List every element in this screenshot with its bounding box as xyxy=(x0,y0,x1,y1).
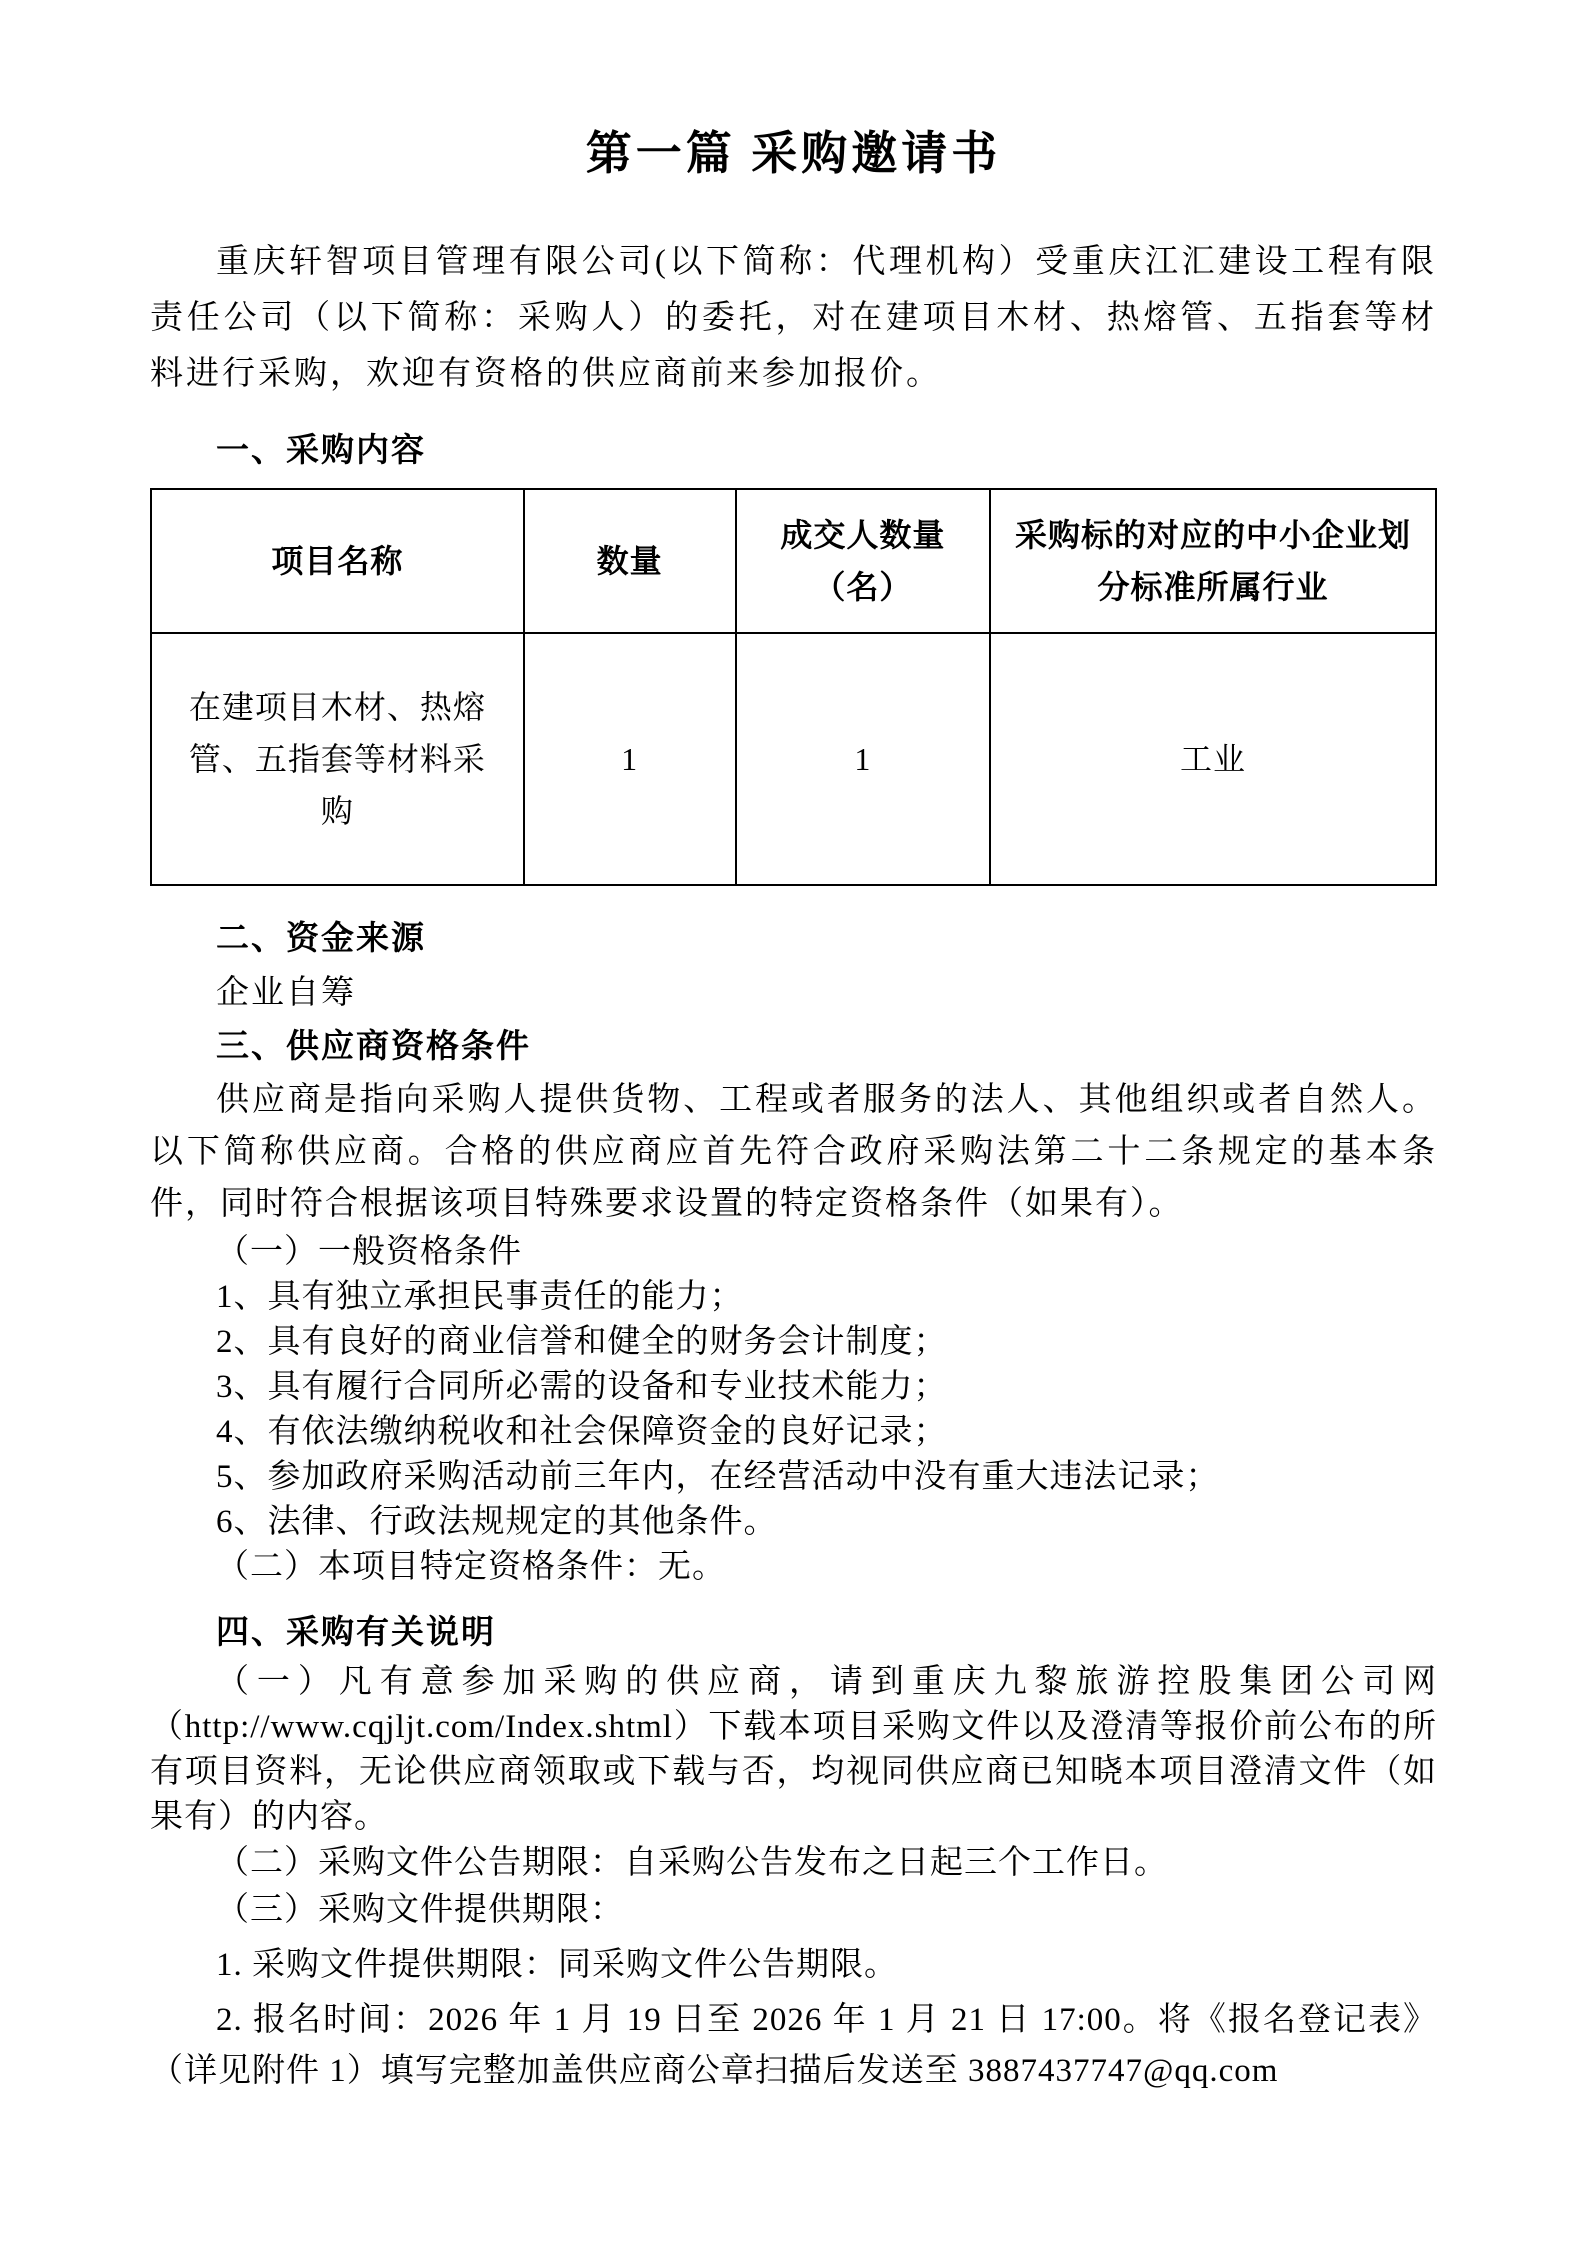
document-title: 第一篇 采购邀请书 xyxy=(585,128,1002,179)
section-heading-qualifications: 三、供应商资格条件 xyxy=(216,1029,531,1065)
qualification-item: 2、具有良好的商业信誉和健全的财务会计制度； xyxy=(216,1324,948,1360)
section-heading-notes: 四、采购有关说明 xyxy=(216,1615,496,1651)
cell-project-name: 在建项目木材、热熔管、五指套等材料采购 xyxy=(151,633,524,885)
column-header-industry-category: 采购标的对应的中小企业划分标准所属行业 xyxy=(990,489,1436,633)
table-header-row xyxy=(151,489,1436,633)
qualification-item: 6、法律、行政法规规定的其他条件。 xyxy=(216,1504,778,1540)
column-header-quantity: 数量 xyxy=(524,489,736,633)
note-provision-period: 1. 采购文件提供期限：同采购文件公告期限。 xyxy=(216,1947,898,1983)
general-qualifications-heading: （一）一般资格条件 xyxy=(216,1234,522,1270)
column-header-project-name: 项目名称 xyxy=(151,489,524,633)
section-heading-funding: 二、资金来源 xyxy=(216,921,426,957)
note-announcement-period: （二）采购文件公告期限：自采购公告发布之日起三个工作日。 xyxy=(216,1845,1168,1881)
intro-paragraph: 重庆轩智项目管理有限公司(以下简称：代理机构）受重庆江汇建设工程有限责任公司（以下简称：采购人）的委托，对在建项目木材、热熔管、五指套等材料进行采购，欢迎有资格的供应商前来参加报价。 xyxy=(150,244,1437,392)
section-heading-purchase-content: 一、采购内容 xyxy=(216,433,426,469)
specific-qualifications-text: （二）本项目特定资格条件：无。 xyxy=(216,1549,726,1585)
qualification-item: 3、具有履行合同所必需的设备和专业技术能力； xyxy=(216,1369,948,1405)
column-header-winner-count: 成交人数量（名） xyxy=(736,489,990,633)
note-registration: 2. 报名时间：2026 年 1 月 19 日至 2026 年 1 月 21 日 17:00。将《报名登记表》（详见附件 1）填写完整加盖供应商公章扫描后发送至 3887437747@qq.com xyxy=(150,2002,1437,2089)
cell-industry-category: 工业 xyxy=(990,633,1436,885)
purchase-content-table xyxy=(150,488,1437,886)
table-row xyxy=(151,633,1436,885)
funding-source-text: 企业自筹 xyxy=(216,975,356,1011)
cell-quantity: 1 xyxy=(524,633,736,885)
cell-winner-count: 1 xyxy=(736,633,990,885)
note-download-paragraph: （一）凡有意参加采购的供应商，请到重庆九黎旅游控股集团公司网（http://www.cqjljt.com/Index.shtml）下载本项目采购文件以及澄清等报价前公布的所有项目资料，无论供应商领取或下载与否，均视同供应商已知晓本项目澄清文件（如果有）的内容。 xyxy=(150,1664,1437,1835)
qualification-item: 1、具有独立承担民事责任的能力； xyxy=(216,1279,744,1315)
qualification-item: 5、参加政府采购活动前三年内，在经营活动中没有重大违法记录； xyxy=(216,1459,1220,1495)
qualification-item: 4、有依法缴纳税收和社会保障资金的良好记录； xyxy=(216,1414,948,1450)
note-provision-period-heading: （三）采购文件提供期限： xyxy=(216,1892,624,1928)
qualifications-intro-paragraph: 供应商是指向采购人提供货物、工程或者服务的法人、其他组织或者自然人。以下简称供应商。合格的供应商应首先符合政府采购法第二十二条规定的基本条件，同时符合根据该项目特殊要求设置的特定资格条件（如果有）。 xyxy=(150,1082,1437,1222)
